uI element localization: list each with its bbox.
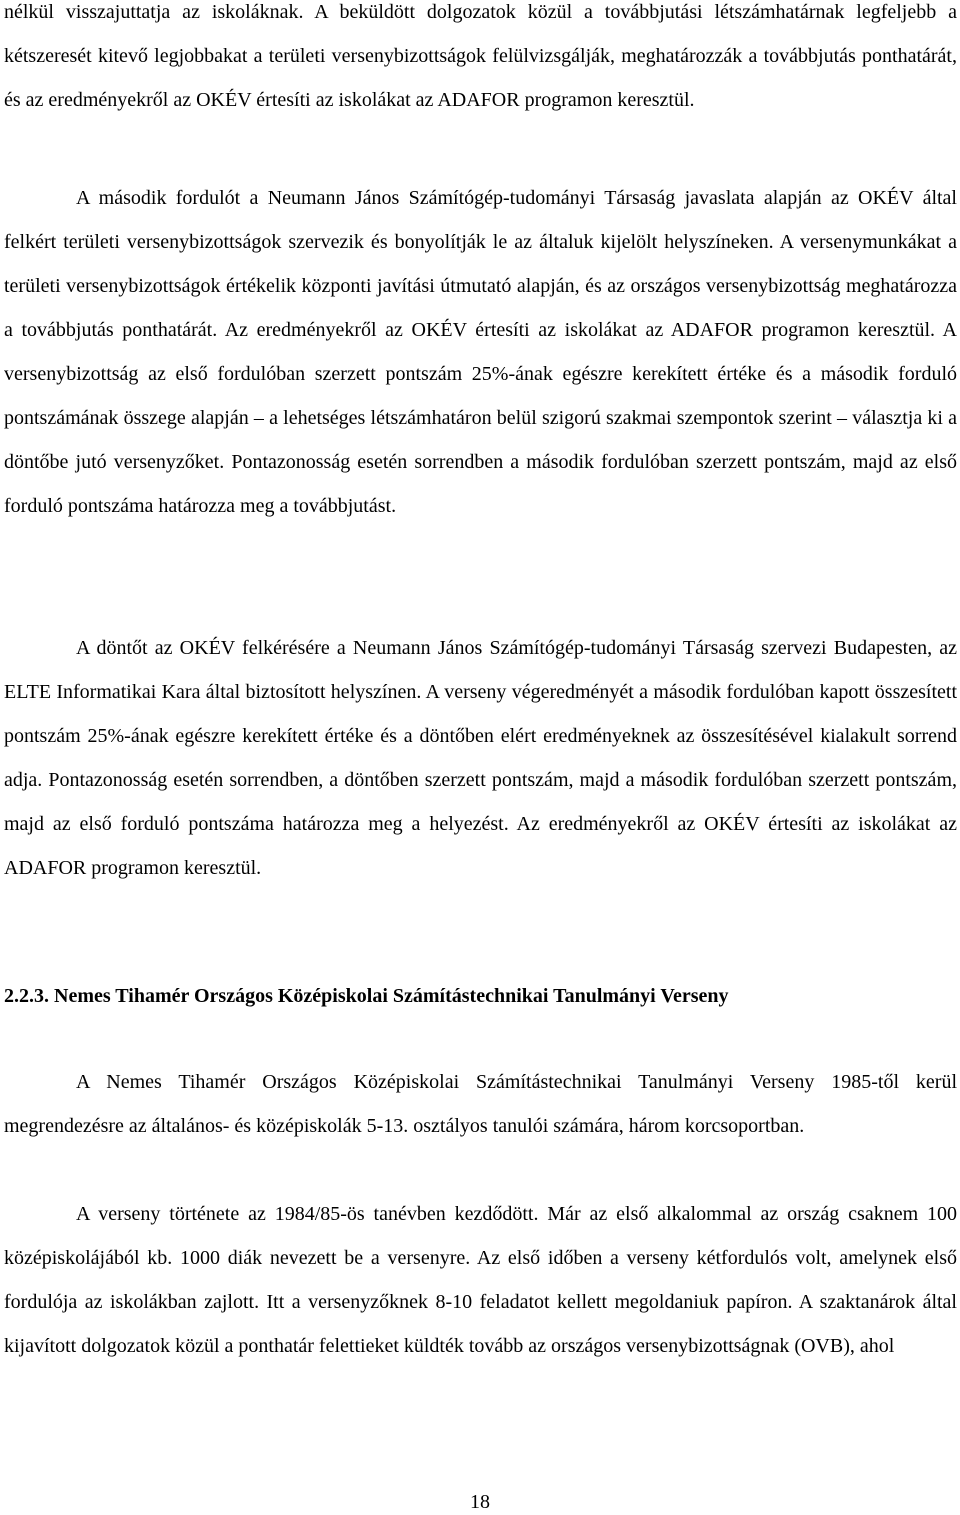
paragraph-nemes-tihamer-intro: A Nemes Tihamér Országos Középiskolai Számítástechnikai Tanulmányi Verseny 1985-től kerül megrendezésre az általános- és középiskolák 5-13. osztályos tanulói számára, három korcsoportban. — [4, 1071, 957, 1137]
page-number: 18 — [470, 1491, 490, 1513]
paragraph-nemes-tihamer-history: A verseny története az 1984/85-ös tanévben kezdődött. Már az első alkalommal az ország csaknem 100 középiskolájából kb. 1000 diák nevezett be a versenyre. Az első időben a verseny kétfordulós volt, amelynek első fordulója az iskolákban zajlott. Itt a versenyzőknek 8-10 feladatot kellett megoldaniuk papíron. A szaktanárok által kijavított dolgozatok közül a ponthatár felettieket küldték tovább az országos versenybizottságnak (OVB), ahol — [4, 1203, 957, 1357]
paragraph-final-round: A döntőt az OKÉV felkérésére a Neumann János Számítógép-tudományi Társaság szervezi Budapesten, az ELTE Informatikai Kara által biztosított helyszínen. A verseny végeredményét a második fordulóban kapott összesített pontszám 25%-ának egészre kerekített értéke és a döntőben elért eredményeknek az összesítésével kialakult sorrend adja. Pontazonosság esetén sorrendben, a döntőben szerzett pontszám, majd a második fordulóban szerzett pontszám, majd az első forduló pontszáma határozza meg a helyezést. Az eredményekről az OKÉV értesíti az iskolákat az ADAFOR programon keresztül. — [4, 637, 957, 879]
section-heading: 2.2.3. Nemes Tihamér Országos Középiskolai Számítástechnikai Tanulmányi Verseny — [4, 985, 729, 1007]
paragraph-second-round: A második fordulót a Neumann János Számítógép-tudományi Társaság javaslata alapján az OKÉV által felkért területi versenybizottságok szervezik és bonyolítják le az általuk kijelölt helyszíneken. A versenymunkákat a területi versenybizottságok értékelik központi javítási útmutató alapján, és az országos versenybizottság meghatározza a továbbjutás ponthatárát. Az eredményekről az OKÉV értesíti az iskolákat az ADAFOR programon keresztül. A versenybizottság az első fordulóban szerzett pontszám 25%-ának egészre kerekített értéke és a második forduló pontszámának összege alapján – a lehetséges létszámhatáron belül szigorú szakmai szempontok szerint – választja ki a döntőbe jutó versenyzőket. Pontazonosság esetén sorrendben a második fordulóban szerzett pontszám, majd az első forduló pontszáma határozza meg a továbbjutást. — [4, 187, 957, 517]
paragraph-first-round-continuation: nélkül visszajuttatja az iskoláknak. A beküldött dolgozatok közül a továbbjutási létszámhatárnak legfeljebb a kétszeresét kitevő legjobbakat a területi versenybizottságok felülvizsgálják, meghatározzák a továbbjutás ponthatárát, és az eredményekről az OKÉV értesíti az iskolákat az ADAFOR programon keresztül. — [4, 1, 957, 111]
